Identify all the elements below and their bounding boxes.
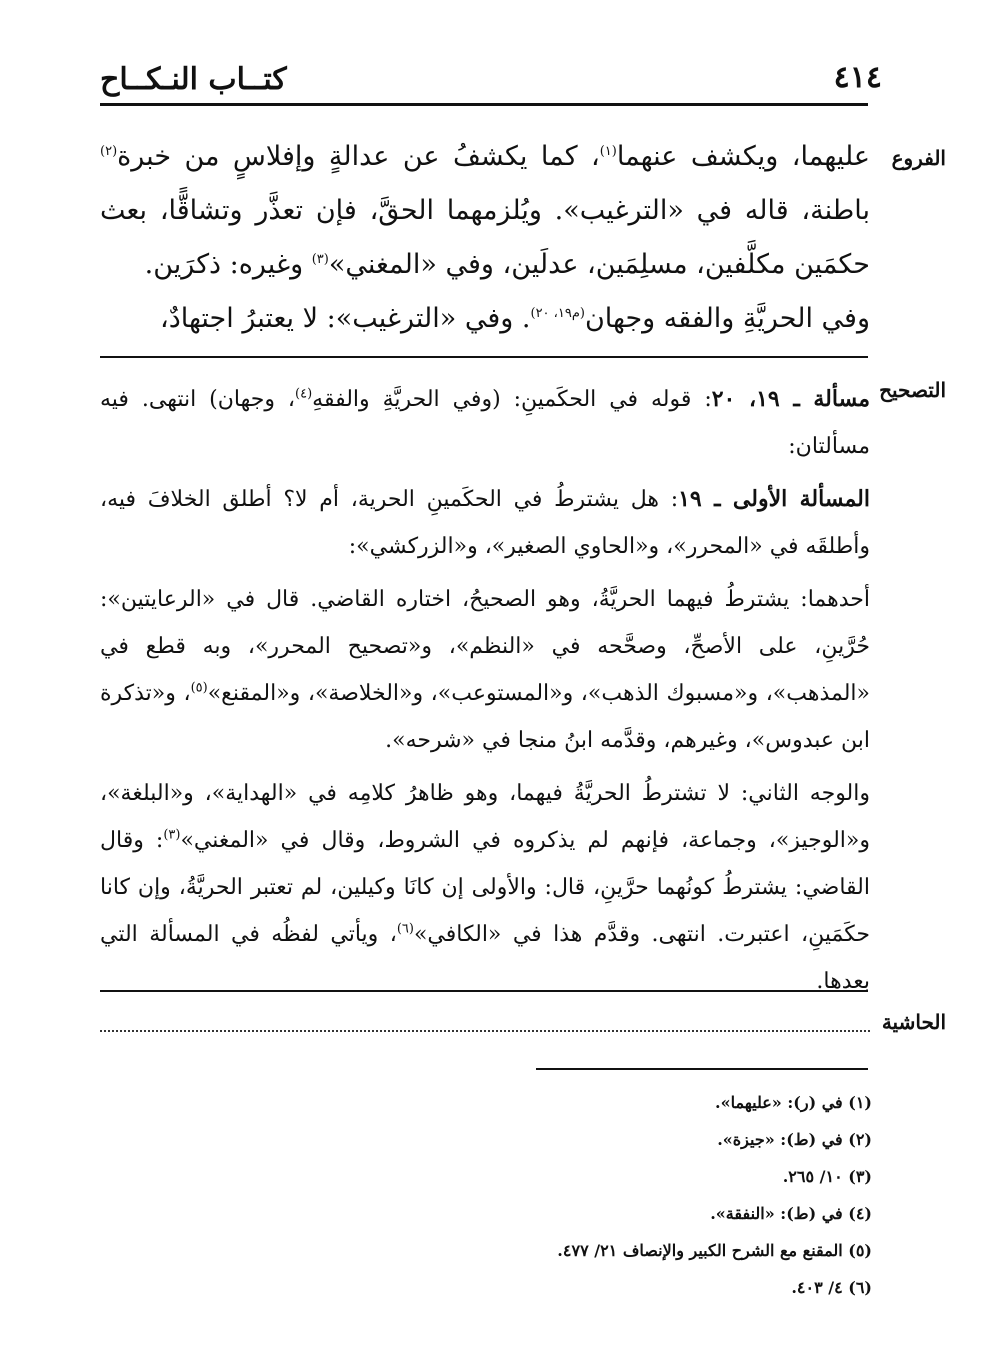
footnote-ref: (٦): [396, 921, 414, 937]
text-run: باطنة، قاله في «الترغيب». ويُلزمهما الحقَّ، فإن تعذَّر وتشاقًّا، بعث حكمَين مكلَّفين، مسلِمَين، عدلَين، وفي «المغني»: [100, 195, 870, 280]
text-run: عليهما، ويكشف عنهما: [616, 141, 870, 172]
text-run: ، ويأتي لفظُه في المسألة التي بعدها.: [100, 922, 870, 994]
footnote-item: (١) في (ر): «عليهما».: [715, 1093, 872, 1112]
text-run: . وفي «الترغيب»: لا يعتبرُ اجتهادٌ،: [159, 303, 531, 334]
label-hashiya: الحاشية: [881, 1010, 946, 1034]
footnote-item: (٦) ٤/ ٤٠٣.: [791, 1278, 872, 1297]
footnote-item: (٤) في (ط): «النفقة».: [710, 1204, 872, 1223]
footnote-ref: (٤): [295, 386, 313, 402]
footnote-ref: (٣): [311, 252, 329, 267]
footnote-item: (٥) المقنع مع الشرح الكبير والإنصاف ٢١/ ٤٧٧.: [557, 1241, 872, 1260]
running-title: كتــاب النـكــاح: [100, 62, 287, 97]
label-furu: الفروع: [891, 146, 946, 170]
masala-heading: مسألة ـ ١٩، ٢٠: [711, 386, 870, 412]
footnote-ref: (٢): [100, 144, 118, 159]
footnote-rule: [536, 1068, 868, 1070]
text-run: ، و«تذكرة ابن عبدوس»، وغيرهم، وقدَّمه ابنُ منجا في «شرحه».: [100, 681, 870, 753]
footnotes: [272, 1084, 872, 1306]
footnote-ref: (١): [599, 144, 617, 159]
text-run: ، وجهان) انتهى. فيه مسألتان:: [100, 387, 870, 459]
tashih-paragraph-1: [100, 376, 870, 470]
page-number: ٤١٤: [833, 60, 882, 95]
tashih-paragraph-4: [100, 770, 870, 1005]
footnote-item: (٣) ١٠/ ٢٦٥.: [782, 1167, 872, 1186]
tashih-paragraph-3: [100, 576, 870, 764]
tashih-paragraph-2: [100, 476, 870, 570]
hashiya-dotted-line: [100, 1030, 870, 1032]
footnote-ref: (٣): [163, 827, 181, 843]
furu-paragraph-2: [100, 292, 870, 346]
text-run: والوجه الثاني: لا تشترطُ الحريَّةُ فيهما، وهو ظاهرُ كلامِه في «الهداية»، و«البلغة»، و«الوجيز»، وجماعة، فإنهم لم يذكروه في الشروط، وقال في «المغني»: [100, 781, 870, 853]
text-run: : هل يشترطُ في الحكَمينِ الحرية، أم لا؟ أطلق الخلافَ فيه، وأطلقَه في «المحرر»، و«الحاوي الصغير»، و«الزركشي»:: [100, 487, 870, 559]
footnote-item: (٢) في (ط): «جيزة».: [717, 1130, 872, 1149]
masala-heading: المسألة الأولى ـ ١٩: [678, 486, 870, 512]
tashih-text: [100, 376, 870, 1005]
masala-ref: (م١٩، ٢٠): [530, 306, 585, 321]
text-run: وفي الحريَّةِ والفقه وجهان: [584, 303, 870, 334]
text-run: ، كما يكشفُ عن عدالةٍ وإفلاسٍ من خبرة: [117, 141, 600, 172]
footnote-ref: (٥): [190, 680, 208, 696]
section-separator: [100, 990, 868, 992]
furu-text: [100, 130, 870, 346]
text-run: : قوله في الحكَمينِ: (وفي الحريَّةِ والفقهِ: [312, 387, 712, 412]
label-tashih: التصحيح: [879, 378, 946, 402]
header-rule: [100, 103, 868, 106]
text-run: وغيره: ذكرَين.: [144, 249, 312, 280]
text-run: : وقال القاضي: يشترطُ كونُهما حرَّينِ، قال: والأولى إن كانَا وكيلين، لم تعتبر الحريَّةُ، وإن كانا حكَمَينِ، اعتبرت. انتهى. وقدَّم هذا في «الكافي»: [100, 828, 871, 947]
text-run: أحدهما: يشترطُ فيهما الحريَّةُ، وهو الصحيحُ، اختاره القاضي. قال في «الرعايتين»: حُرَّينِ، على الأصحِّ، وصحَّحه في «النظم»، و«تصحيح المحرر»، وبه قطع في «المذهب»، و«مسبوك الذهب»، و«المستوعب»، و«الخلاصة»، و«المقنع»: [100, 587, 870, 706]
section-separator: [100, 356, 868, 358]
furu-paragraph-1: [100, 130, 870, 292]
